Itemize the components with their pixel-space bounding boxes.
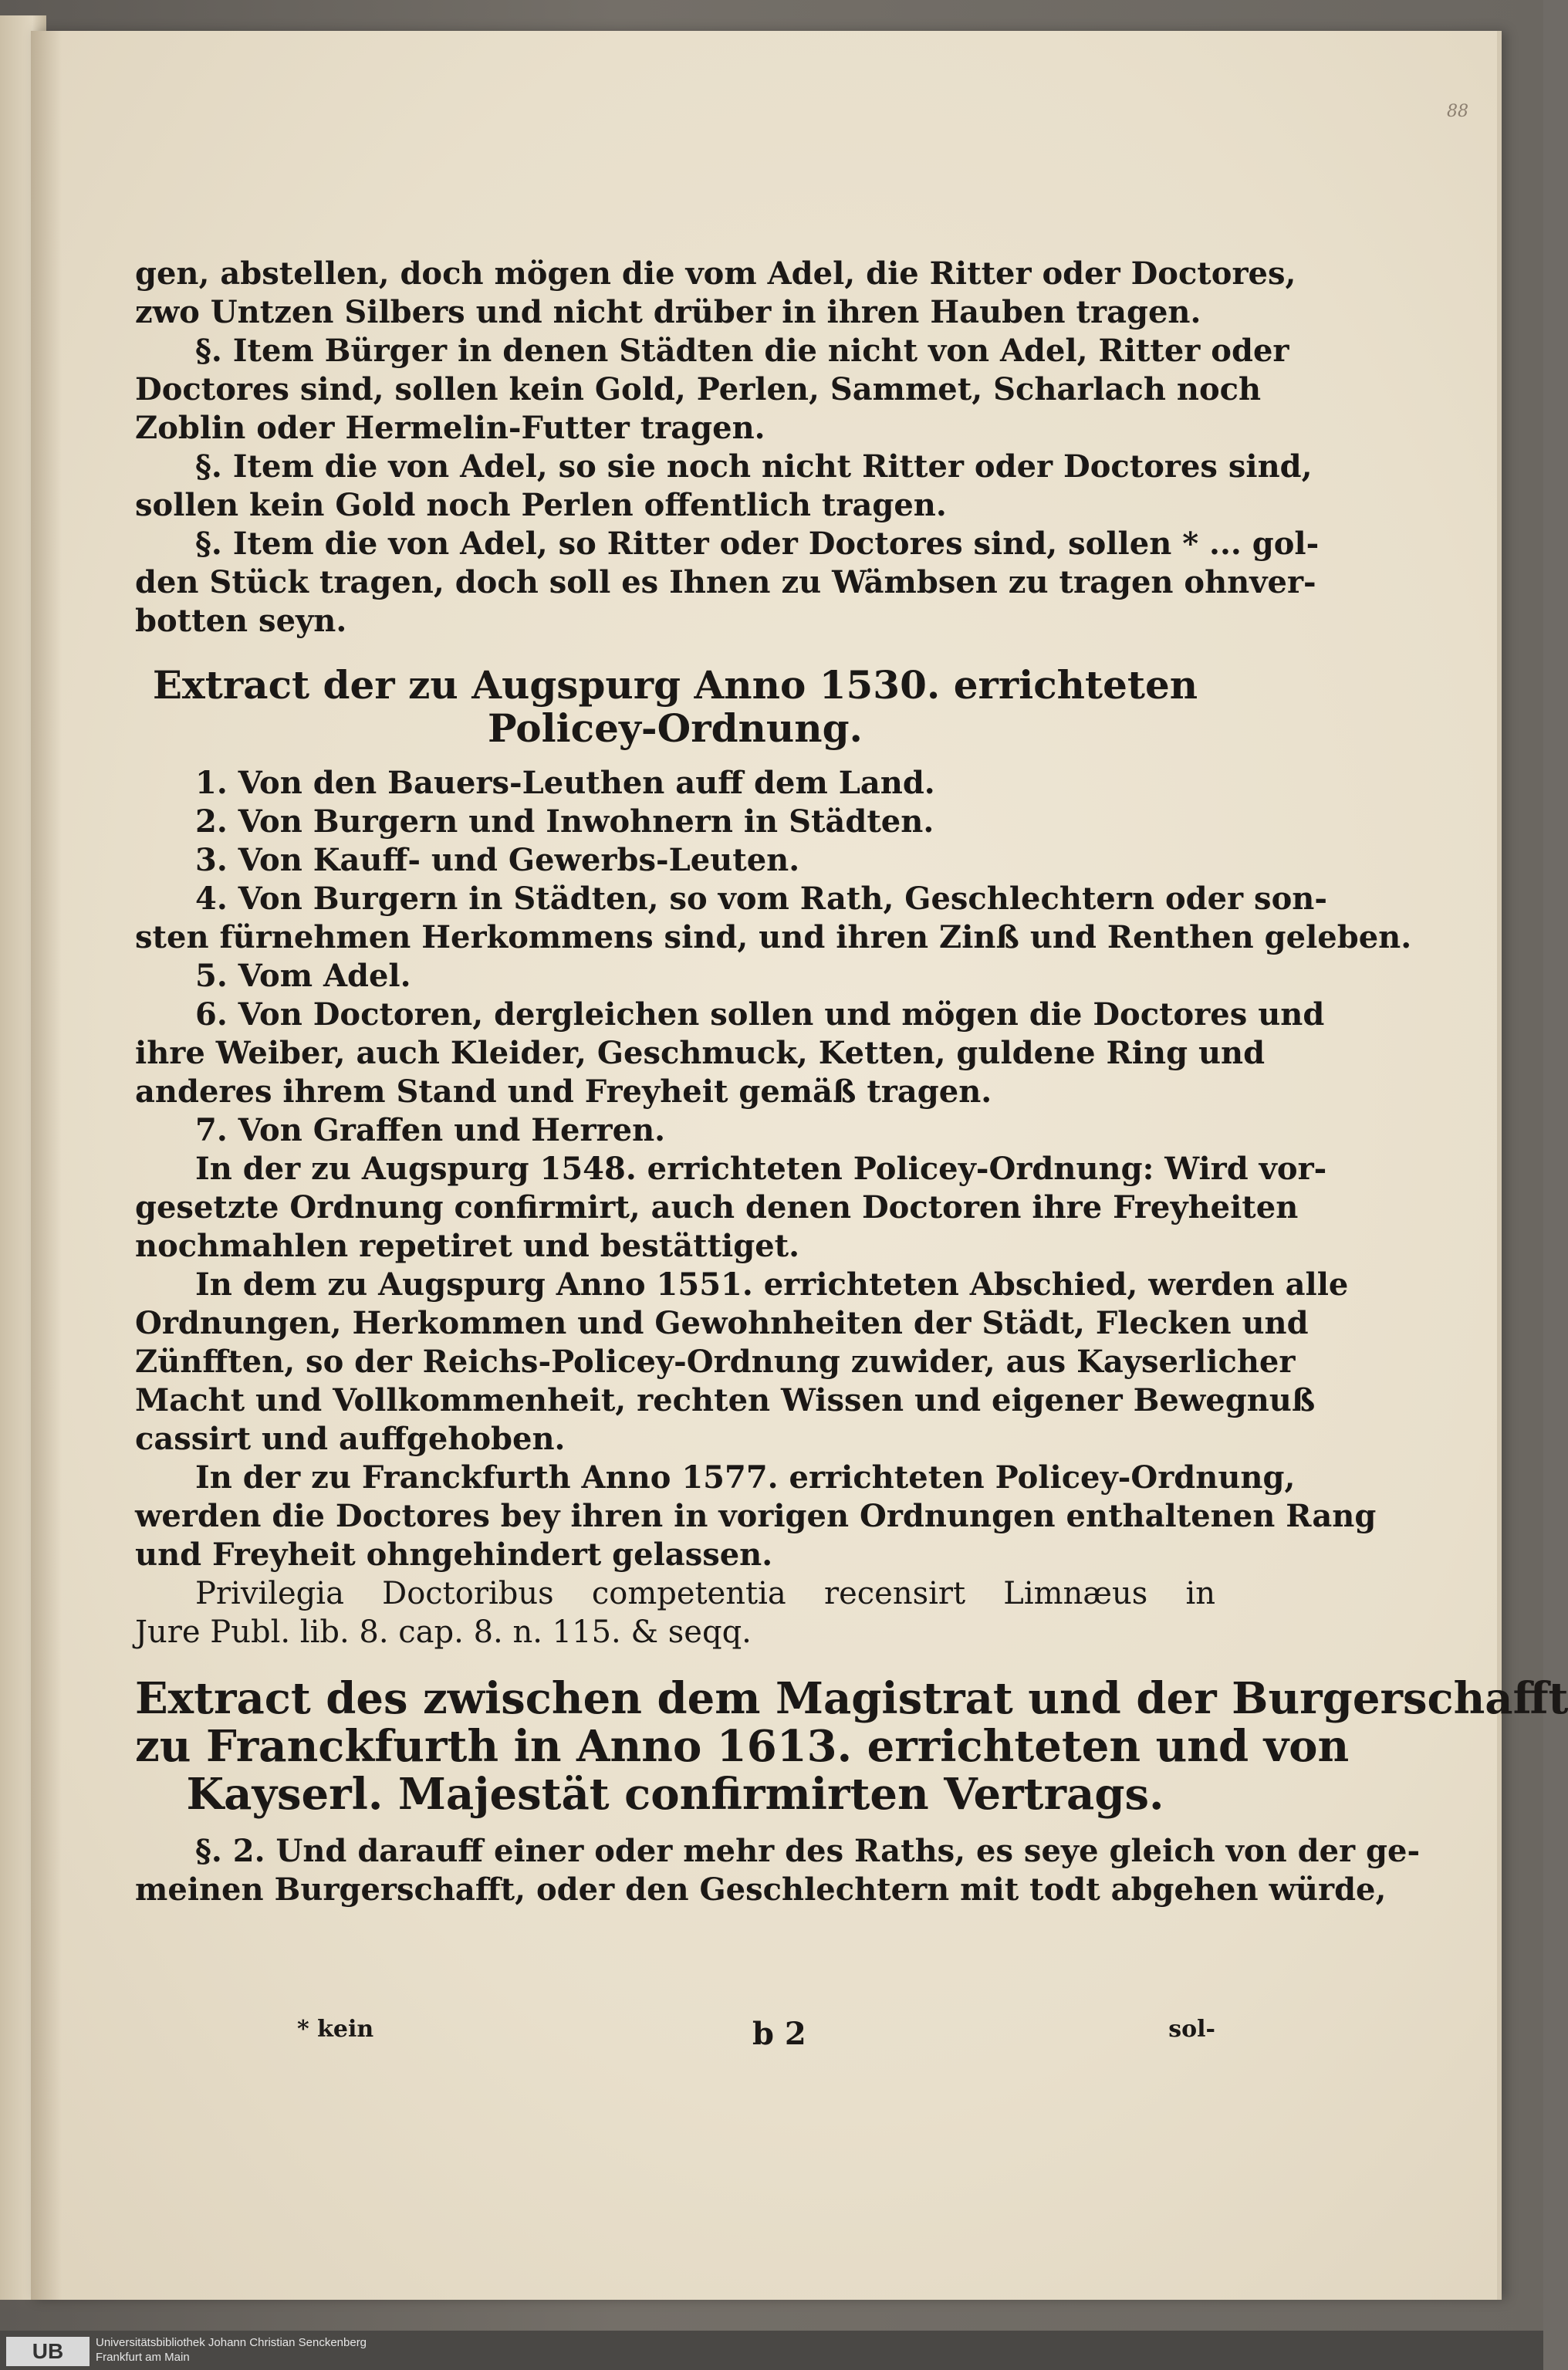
extract-heading-1613-line3: Kayserl. Majestät confirmirten Vertrags. xyxy=(186,1769,1164,1820)
text-line: sollen kein Gold noch Perlen offentlich tragen. xyxy=(135,487,947,523)
text-line: Jure Publ. lib. 8. cap. 8. n. 115. & seqq. xyxy=(135,1614,752,1650)
extract-heading-1530-line1: Extract der zu Augspurg Anno 1530. errichteten xyxy=(152,662,1198,708)
contract-paragraph xyxy=(135,1832,1421,1909)
ordinance-paragraphs xyxy=(135,255,1320,641)
text-line: Zoblin oder Hermelin-Futter tragen. xyxy=(135,410,765,446)
text-line: §. Item die von Adel, so sie noch nicht Ritter oder Doctores sind, xyxy=(195,448,1313,485)
extract-heading-1613-line1: Extract des zwischen dem Magistrat und der Burgerschafft xyxy=(135,1673,1568,1724)
extract-heading-1530-line2: Policey-Ordnung. xyxy=(488,705,863,751)
folio-number: 88 xyxy=(1447,102,1468,121)
text-line: Macht und Vollkommenheit, rechten Wissen und eigener Bewegnuß xyxy=(135,1382,1316,1418)
text-line: In dem zu Augspurg Anno 1551. errichteten Abschied, werden alle xyxy=(195,1266,1349,1303)
text-line: In der zu Augspurg 1548. errichteten Policey-Ordnung: Wird vor- xyxy=(195,1151,1327,1187)
text-line: und Freyheit ohngehindert gelassen. xyxy=(135,1537,773,1573)
text-line: den Stück tragen, doch soll es Ihnen zu Wämbsen zu tragen ohnver- xyxy=(135,564,1316,600)
page-text xyxy=(135,255,1568,1909)
library-credit-line1: Universitätsbibliothek Johann Christian Senckenberg xyxy=(96,2336,367,2349)
text-line: §. Item die von Adel, so Ritter oder Doctores sind, sollen * ... gol- xyxy=(195,526,1320,562)
text-line: cassirt und auffgehoben. xyxy=(135,1421,566,1457)
text-line: sten fürnehmen Herkommens sind, und ihren Zinß und Renthen geleben. xyxy=(135,919,1412,955)
footnote-marker: * kein xyxy=(297,2016,374,2043)
text-line: 4. Von Burgern in Städten, so vom Rath, Geschlechtern oder son- xyxy=(195,881,1327,917)
library-credit-line2: Frankfurt am Main xyxy=(96,2351,190,2364)
text-line: §. 2. Und darauff einer oder mehr des Raths, es seye gleich von der ge- xyxy=(195,1833,1421,1869)
text-line: §. Item Bürger in denen Städten die nicht von Adel, Ritter oder xyxy=(195,333,1289,369)
text-line: 5. Vom Adel. xyxy=(195,958,411,994)
catchword: sol- xyxy=(1168,2016,1215,2043)
text-line: ihre Weiber, auch Kleider, Geschmuck, Ketten, guldene Ring und xyxy=(135,1035,1266,1071)
text-line: Zünfften, so der Reichs-Policey-Ordnung zuwider, aus Kayserlicher xyxy=(135,1344,1296,1380)
text-line: Privilegia Doctoribus competentia recensirt Limnæus in xyxy=(195,1576,1215,1611)
text-line: zwo Untzen Silbers und nicht drüber in ihren Hauben tragen. xyxy=(135,294,1201,330)
text-line: 7. Von Graffen und Herren. xyxy=(195,1112,666,1148)
text-line: Ordnungen, Herkommen und Gewohnheiten der Städt, Flecken und xyxy=(135,1305,1309,1341)
ordinance-list xyxy=(135,764,1412,1652)
text-line: gen, abstellen, doch mögen die vom Adel, die Ritter oder Doctores, xyxy=(135,255,1296,292)
library-credit xyxy=(96,2335,367,2365)
text-line: botten seyn. xyxy=(135,603,347,639)
signature-mark: b 2 xyxy=(752,2016,806,2052)
text-line: werden die Doctores bey ihren in vorigen Ordnungen enthaltenen Rang xyxy=(135,1498,1377,1534)
text-line: meinen Burgerschafft, oder den Geschlechtern mit todt abgehen würde, xyxy=(135,1871,1387,1908)
text-line: 6. Von Doctoren, dergleichen sollen und mögen die Doctores und xyxy=(195,996,1325,1033)
text-line: anderes ihrem Stand und Freyheit gemäß tragen. xyxy=(135,1073,992,1110)
text-line: 1. Von den Bauers-Leuthen auff dem Land. xyxy=(195,765,935,801)
extract-heading-1613-line2: zu Franckfurth in Anno 1613. errichteten und von xyxy=(135,1721,1350,1772)
text-line: 3. Von Kauff- und Gewerbs-Leuten. xyxy=(195,842,800,878)
text-line: Doctores sind, sollen kein Gold, Perlen, Sammet, Scharlach noch xyxy=(135,371,1262,407)
text-line: 2. Von Burgern und Inwohnern in Städten. xyxy=(195,803,934,840)
text-line: In der zu Franckfurth Anno 1577. errichteten Policey-Ordnung, xyxy=(195,1459,1296,1496)
ub-logo: UB xyxy=(6,2337,90,2366)
text-line: gesetzte Ordnung confirmirt, auch denen Doctoren ihre Freyheiten xyxy=(135,1189,1299,1226)
page-footer xyxy=(135,2016,1215,2054)
text-line: nochmahlen repetiret und bestättiget. xyxy=(135,1228,800,1264)
